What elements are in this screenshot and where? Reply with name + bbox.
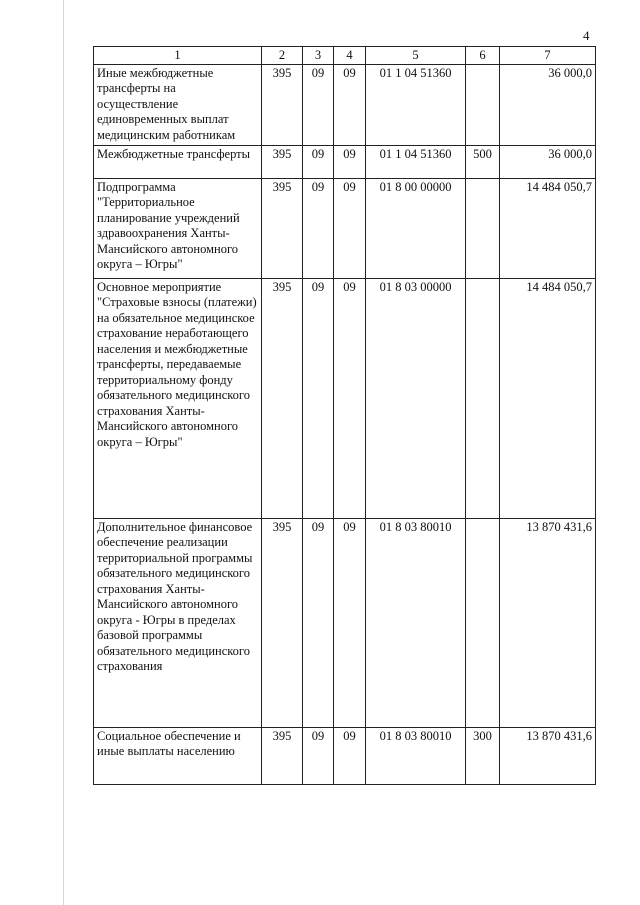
row-name: Основное мероприятие "Страховые взносы (платежи) на обязательное медицинское страхование неработающего населения и межбюджетные трансферты, передаваемые территориальному фонду обязательного медицинского страхования Ханты-Мансийского автономного округа – Югры"	[94, 278, 262, 518]
row-name: Социальное обеспечение и иные выплаты населению	[94, 727, 262, 784]
row-target-article: 01 8 00 00000	[366, 178, 466, 278]
row-section-code: 09	[303, 278, 334, 518]
row-section-code: 09	[303, 178, 334, 278]
row-name: Дополнительное финансовое обеспечение реализации территориальной программы обязательного медицинского страхования Ханты-Мансийского автономного округа - Югры в пределах базовой программы обязательного медицинского страхования	[94, 518, 262, 727]
row-subsection-code: 09	[334, 518, 366, 727]
row-amount: 13 870 431,6	[500, 518, 596, 727]
header-col-2: 2	[262, 47, 303, 65]
header-col-3: 3	[303, 47, 334, 65]
row-section-code: 09	[303, 727, 334, 784]
row-ministry-code: 395	[262, 64, 303, 145]
row-subsection-code: 09	[334, 64, 366, 145]
row-target-article: 01 1 04 51360	[366, 145, 466, 178]
table-row	[94, 278, 596, 518]
row-target-article: 01 8 03 80010	[366, 518, 466, 727]
row-section-code: 09	[303, 145, 334, 178]
budget-table	[93, 46, 596, 785]
row-amount: 36 000,0	[500, 145, 596, 178]
row-name: Иные межбюджетные трансферты на осуществление единовременных выплат медицинским работникам	[94, 64, 262, 145]
row-expense-type: 500	[466, 145, 500, 178]
header-col-4: 4	[334, 47, 366, 65]
table-row	[94, 145, 596, 178]
row-subsection-code: 09	[334, 178, 366, 278]
row-ministry-code: 395	[262, 278, 303, 518]
row-section-code: 09	[303, 64, 334, 145]
scan-edge-line	[63, 0, 64, 905]
row-expense-type	[466, 518, 500, 727]
row-expense-type	[466, 178, 500, 278]
header-col-7: 7	[500, 47, 596, 65]
row-ministry-code: 395	[262, 178, 303, 278]
table-row	[94, 178, 596, 278]
row-target-article: 01 1 04 51360	[366, 64, 466, 145]
header-col-6: 6	[466, 47, 500, 65]
row-expense-type	[466, 64, 500, 145]
row-amount: 13 870 431,6	[500, 727, 596, 784]
page-number: 4	[583, 28, 590, 43]
row-name: Межбюджетные трансферты	[94, 145, 262, 178]
table-row	[94, 64, 596, 145]
table-row	[94, 727, 596, 784]
row-section-code: 09	[303, 518, 334, 727]
row-subsection-code: 09	[334, 145, 366, 178]
row-ministry-code: 395	[262, 518, 303, 727]
row-amount: 36 000,0	[500, 64, 596, 145]
row-ministry-code: 395	[262, 727, 303, 784]
row-expense-type: 300	[466, 727, 500, 784]
row-amount: 14 484 050,7	[500, 178, 596, 278]
header-col-5: 5	[366, 47, 466, 65]
row-name: Подпрограмма "Территориальное планирование учреждений здравоохранения Ханты-Мансийского автономного округа – Югры"	[94, 178, 262, 278]
row-expense-type	[466, 278, 500, 518]
header-col-1: 1	[94, 47, 262, 65]
row-amount: 14 484 050,7	[500, 278, 596, 518]
table-row	[94, 518, 596, 727]
row-subsection-code: 09	[334, 278, 366, 518]
row-target-article: 01 8 03 80010	[366, 727, 466, 784]
row-target-article: 01 8 03 00000	[366, 278, 466, 518]
row-subsection-code: 09	[334, 727, 366, 784]
row-ministry-code: 395	[262, 145, 303, 178]
table-header-row	[94, 47, 596, 65]
